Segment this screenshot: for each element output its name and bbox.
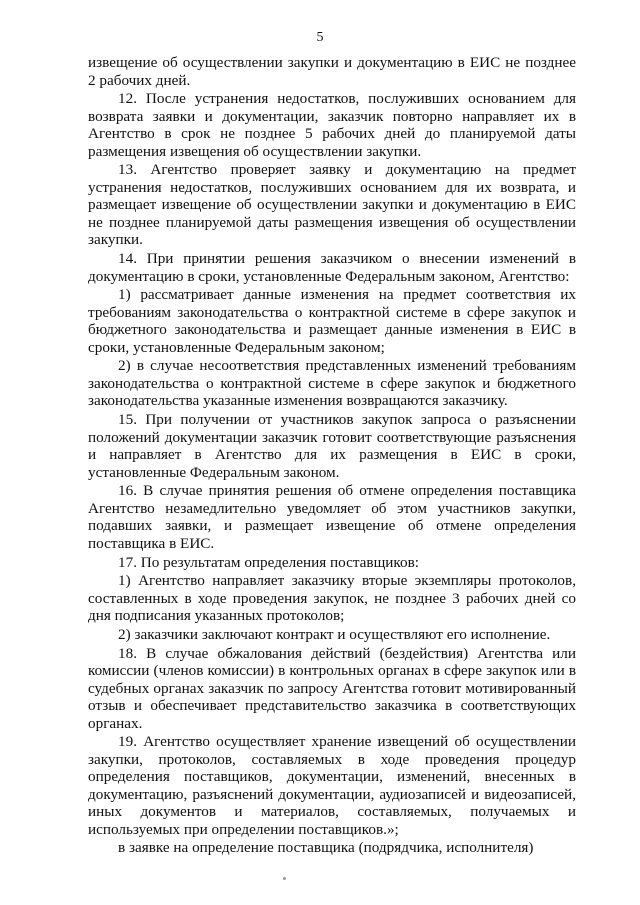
- paragraph-item-17: 17. По результатам определения поставщиков:: [118, 553, 420, 571]
- paragraph-item-16: 16. В случае принятия решения об отмене определения поставщика Агентство незамедлительно уведомляет об этом участников закупки, подавших заявки, и размещает извещение об отмене определения поставщика в ЕИС.: [88, 482, 576, 552]
- page-number: 5: [316, 30, 324, 45]
- paragraph-item-14-2: 2) в случае несоответствия представленных изменений требованиям законодательства о контрактной системе в сфере закупок и бюджетного законодательства указанные изменения возвращаются заказчику.: [88, 357, 576, 410]
- document-body: [88, 54, 576, 858]
- paragraph-continuation: извещение об осуществлении закупки и документацию в ЕИС не позднее 2 рабочих дней.: [88, 54, 576, 89]
- paragraph-item-18: 18. В случае обжалования действий (бездействия) Агентства или комиссии (членов комиссии) в контрольных органах в сфере закупок или в судебных органах заказчик по запросу Агентства готовит мотивированный отзыв и обеспечивает представительство заказчика в соответствующих органах.: [88, 644, 576, 732]
- paragraph-item-19: 19. Агентство осуществляет хранение извещений об осуществлении закупки, протоколов, составляемых в ходе проведения процедур определения поставщиков, документации, изменений, внесенных в документацию, разъяснений документации, аудиозаписей и видеозаписей, иных документов и материалов, составляемых, получаемых и используемых при определении поставщиков.»;: [88, 733, 576, 838]
- paragraph-item-15: 15. При получении от участников закупок запроса о разъяснении положений документации заказчик готовит соответствующие разъяснения и направляет в Агентство для их размещения в ЕИС в сроки, установленные Федеральным законом.: [88, 411, 576, 481]
- scan-speck: [283, 877, 286, 880]
- paragraph-item-17-2: 2) заказчики заключают контракт и осуществляют его исполнение.: [118, 625, 551, 643]
- paragraph-item-14-1: 1) рассматривает данные изменения на предмет соответствия их требованиям законодательства о контрактной системе в сфере закупок и бюджетного законодательства и размещает данные изменения в ЕИС в сроки, установленные Федеральным законом;: [88, 286, 576, 356]
- paragraph-item-17-1: 1) Агентство направляет заказчику вторые экземпляры протоколов, составленных в ходе проведения закупок, не позднее 3 рабочих дней со дня подписания указанных протоколов;: [88, 572, 576, 625]
- paragraph-item-14: 14. При принятии решения заказчиком о внесении изменений в документацию в сроки, установленные Федеральным законом, Агентство:: [88, 250, 576, 285]
- paragraph-item-13: 13. Агентство проверяет заявку и документацию на предмет устранения недостатков, послуживших основанием для их возврата, и размещает извещение об осуществлении закупки и документацию в ЕИС не позднее планируемой даты размещения извещения об осуществлении закупки.: [88, 161, 576, 249]
- paragraph-item-12: 12. После устранения недостатков, послуживших основанием для возврата заявки и документации, заказчик повторно направляет их в Агентство в срок не позднее 5 рабочих дней до планируемой даты размещения извещения об осуществлении закупки.: [88, 90, 576, 160]
- paragraph-closing: в заявке на определение поставщика (подрядчика, исполнителя): [118, 839, 534, 857]
